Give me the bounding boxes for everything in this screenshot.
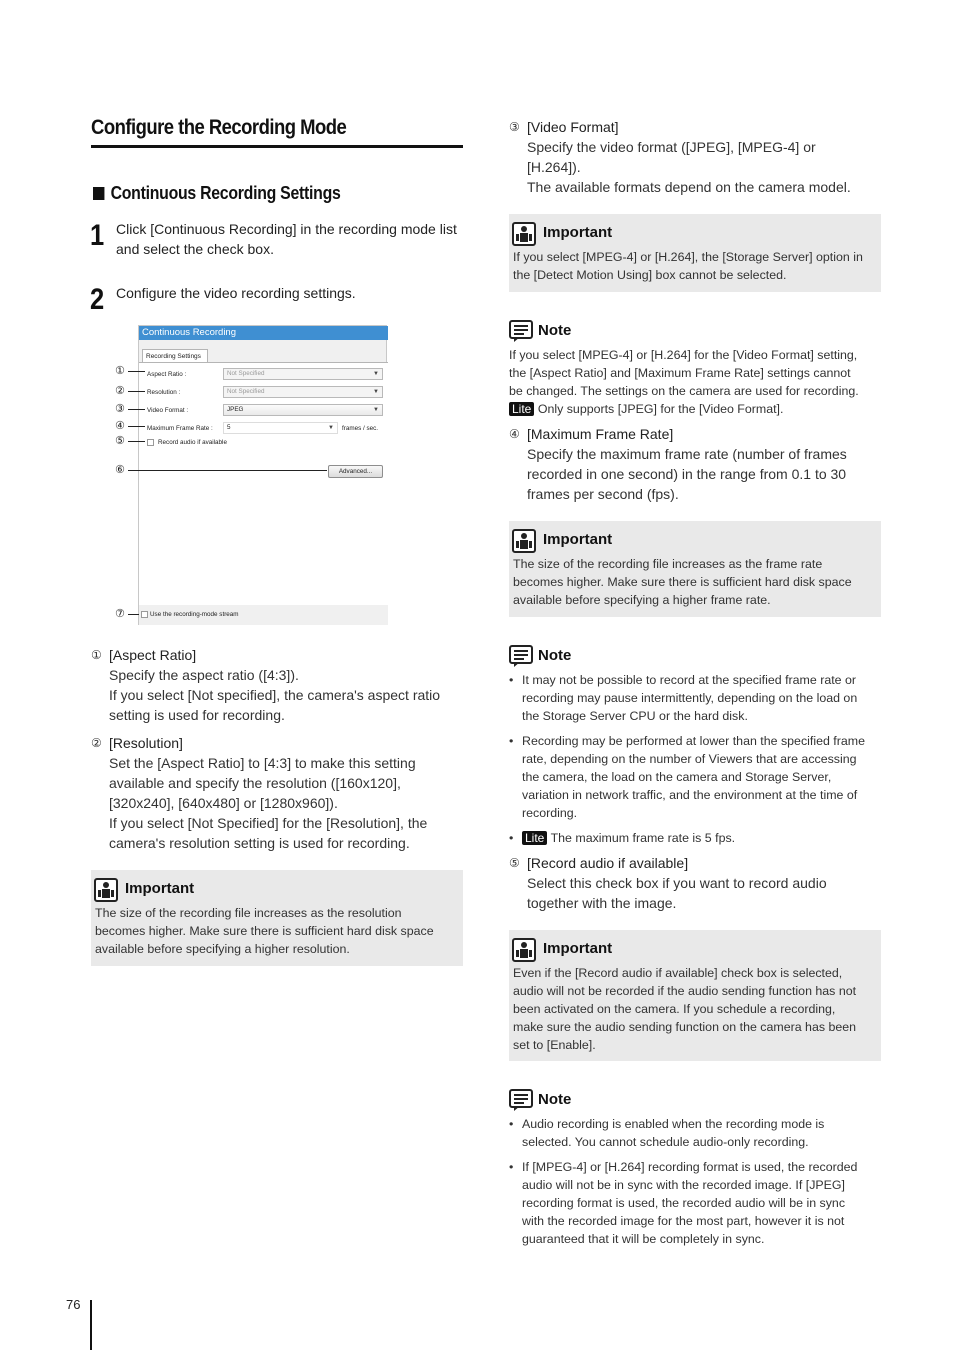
callout-line: [128, 391, 145, 392]
callout-5: ⑤: [115, 435, 125, 447]
page-number: 76: [66, 1297, 81, 1312]
item-title-max-frame-rate: [Maximum Frame Rate]: [527, 426, 674, 442]
record-audio-checkbox[interactable]: [147, 439, 154, 446]
important-icon: [94, 878, 118, 902]
list-item: • Audio recording is enabled when the recording mode is selected. You cannot schedule audio-only recording.: [509, 1117, 825, 1149]
step-text-1: Click [Continuous Recording] in the recording mode list and select the check box.: [116, 221, 457, 257]
important-box: [509, 521, 881, 617]
title-rule: [91, 145, 463, 148]
item-number-3: ③: [509, 120, 520, 134]
important-text: Even if the [Record audio if available] check box is selected, audio will not be recorded if the audio sending function has not been activated on the camera. If you schedule a recording, make sure the audio sending function on the camera has been set to [Enable].: [513, 966, 857, 1052]
item-title-record-audio: [Record audio if available]: [527, 855, 689, 871]
max-frame-rate-label: Maximum Frame Rate :: [147, 425, 213, 432]
dropdown-arrow-icon: ▼: [328, 425, 334, 431]
important-text: If you select [MPEG-4] or [H.264], the [Storage Server] option in the [Detect Motion Using] box cannot be selected.: [513, 250, 863, 282]
callout-4: ④: [115, 420, 125, 432]
record-audio-label: Record audio if available: [158, 439, 227, 446]
note-icon: [509, 645, 533, 668]
list-item: • If [MPEG-4] or [H.264] recording format is used, the recorded audio will not be in sync with the recorded image. If [JPEG] recording format is used, the recorded audio will be in sync with the recorded image for the most part, however it is not guaranteed that it will be completely in sync.: [509, 1160, 858, 1246]
note-icon: [509, 320, 533, 343]
callout-2: ②: [115, 385, 125, 397]
video-format-select[interactable]: JPEG ▼: [223, 404, 383, 416]
important-icon: [512, 938, 536, 962]
callout-line: [128, 409, 145, 410]
aspect-ratio-label: Aspect Ratio :: [147, 371, 187, 378]
dropdown-arrow-icon: ▼: [373, 371, 379, 377]
important-box: [509, 214, 881, 292]
important-title: Important: [125, 880, 195, 897]
lite-badge: Lite: [509, 402, 534, 416]
step-number-1: 1: [90, 219, 105, 252]
note-title: Note: [538, 647, 572, 664]
dropdown-arrow-icon: ▼: [373, 407, 379, 413]
note-title: Note: [538, 1091, 572, 1108]
list-item: • It may not be possible to record at the specified frame rate or recording may pause intermittently, depending on the load on the Storage Server CPU or the hard disk.: [509, 673, 858, 723]
callout-line: [128, 426, 145, 427]
callout-line: [128, 614, 139, 615]
settings-panel: [139, 362, 388, 606]
item-title-resolution: [Resolution]: [109, 735, 183, 751]
resolution-select[interactable]: Not Specified ▼: [223, 386, 383, 398]
important-title: Important: [543, 224, 613, 241]
important-title: Important: [543, 940, 613, 957]
item-number-5: ⑤: [509, 856, 520, 870]
tab-recording-settings[interactable]: Recording Settings: [142, 349, 208, 363]
footer-rule: [90, 1300, 92, 1350]
step-text-2: Configure the video recording settings.: [116, 285, 356, 301]
item-title-video-format: [Video Format]: [527, 119, 619, 135]
max-frame-rate-input[interactable]: 5 ▼: [223, 422, 338, 434]
square-bullet-icon: [93, 187, 104, 200]
item-body-aspect-ratio: Specify the aspect ratio ([4:3]). If you select [Not specified], the camera's aspect ratio setting is used for recording.: [109, 667, 441, 723]
callout-3: ③: [115, 403, 125, 415]
lite-badge: Lite: [522, 831, 547, 845]
use-recording-stream-label: Use the recording-mode stream: [150, 611, 239, 618]
step-number-2: 2: [90, 283, 105, 316]
item-body-max-frame-rate: Specify the maximum frame rate (number of frames recorded in one second) in the range from 0.1 to 30 frames per second (fps).: [527, 446, 847, 502]
important-text: The size of the recording file increases as the resolution becomes higher. Make sure there is sufficient hard disk space available before specifying a higher resolution.: [95, 906, 434, 956]
aspect-ratio-select[interactable]: Not Specified ▼: [223, 368, 383, 380]
callout-line: [128, 371, 145, 372]
note-title: Note: [538, 322, 572, 339]
item-number-2: ②: [91, 736, 102, 750]
important-icon: [512, 222, 536, 246]
dropdown-arrow-icon: ▼: [373, 389, 379, 395]
list-item: • Lite The maximum frame rate is 5 fps.: [509, 831, 736, 845]
item-body-resolution: Set the [Aspect Ratio] to [4:3] to make this setting available and specify the resolution ([160x120], [320x240], [640x480] or [1280x960]). If you select [Not Specified] for the [Resolution], the camera's resolution setting is used for recording.: [109, 755, 428, 851]
item-number-1: ①: [91, 648, 102, 662]
frame-rate-unit: frames / sec.: [342, 425, 379, 432]
important-title: Important: [543, 531, 613, 548]
use-recording-stream-checkbox[interactable]: [141, 611, 148, 618]
settings-screenshot: [138, 325, 387, 625]
callout-line: [128, 441, 145, 442]
section-heading: Continuous Recording Settings: [93, 183, 341, 204]
important-box: [91, 870, 463, 966]
callout-7: ⑦: [115, 608, 125, 620]
note-icon: [509, 1089, 533, 1112]
item-body-video-format: Specify the video format ([JPEG], [MPEG-4] or [H.264]). The available formats depend on the camera model.: [527, 139, 851, 195]
resolution-label: Resolution :: [147, 389, 181, 396]
screenshot-title: Continuous Recording: [139, 326, 388, 340]
list-item: • Recording may be performed at lower than the specified frame rate, depending on the number of Viewers that are accessing the camera, the load on the camera and Storage Server, variation in network traffic, and the environment at the time of recording.: [509, 734, 865, 820]
item-number-4: ④: [509, 427, 520, 441]
callout-1: ①: [115, 365, 125, 377]
important-box: [509, 930, 881, 1061]
callout-line: [128, 470, 327, 471]
callout-6: ⑥: [115, 464, 125, 476]
item-title-aspect-ratio: [Aspect Ratio]: [109, 647, 197, 663]
item-body-record-audio: Select this check box if you want to record audio together with the image.: [527, 875, 827, 911]
advanced-button[interactable]: Advanced...: [328, 465, 383, 478]
important-text: The size of the recording file increases as the frame rate becomes higher. Make sure there is sufficient hard disk space available before specifying a higher frame rate.: [513, 557, 852, 607]
note-text: If you select [MPEG-4] or [H.264] for the [Video Format] setting, the [Aspect Ratio] and [Maximum Frame Rate] settings cannot be changed. The settings on the camera are used for recording. Lite Only supports [JPEG] for the [Video Format].: [509, 348, 859, 416]
video-format-label: Video Format :: [147, 407, 189, 414]
important-icon: [512, 529, 536, 553]
page-title: Configure the Recording Mode: [91, 116, 347, 139]
